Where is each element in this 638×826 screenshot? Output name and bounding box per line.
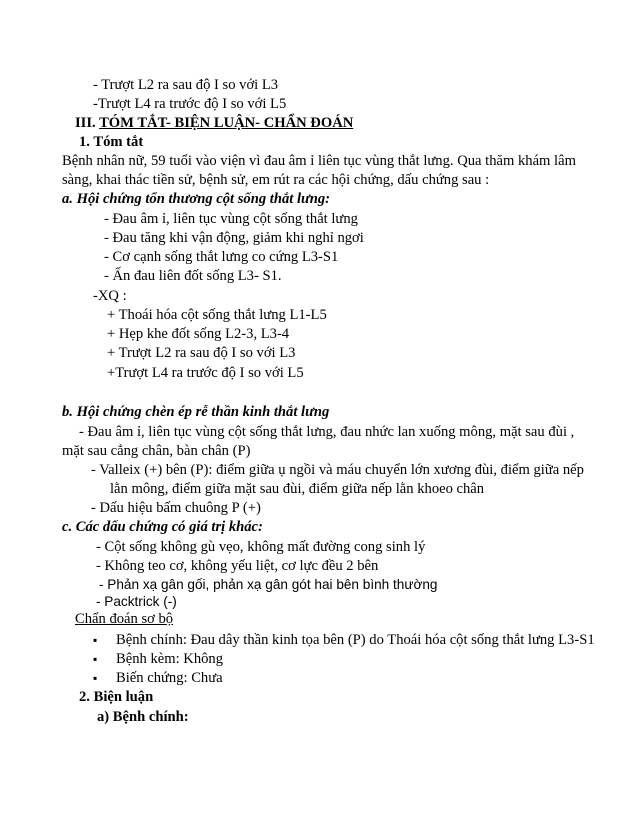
hc-c-line-3: - Phản xạ gân gối, phản xạ gân gót hai bên bình thường <box>99 577 438 592</box>
bullet-icon: ▪ <box>93 652 98 666</box>
hc-b-line-4: lằn mông, điểm giữa mặt sau đùi, điểm giữa nếp lằn khoeo chân <box>110 481 485 497</box>
section-3-title: TÓM TẮT- BIỆN LUẬN- CHẨN ĐOÁN <box>99 115 354 131</box>
xq-item: + Thoái hóa cột sống thắt lưng L1-L5 <box>107 307 327 323</box>
xq-label: -XQ : <box>93 288 127 304</box>
hc-b-line-5: - Dấu hiệu bấm chuông P (+) <box>91 500 261 516</box>
tomtat-line-2: sàng, khai thác tiền sử, bệnh sử, em rút ra các hội chứng, dấu chứng sau : <box>62 172 490 188</box>
hc-a-item: - Đau âm ỉ, liên tục vùng cột sống thắt lưng <box>104 211 358 227</box>
top-line-1: - Trượt L2 ra sau độ I so với L3 <box>93 77 279 93</box>
bienluan-heading: 2. Biện luận <box>79 689 154 705</box>
xq-item: + Hẹp khe đốt sống L2-3, L3-4 <box>107 326 290 342</box>
tomtat-heading: 1. Tóm tắt <box>79 134 144 150</box>
bullet-icon: ▪ <box>93 633 98 647</box>
hc-b-line-3: - Valleix (+) bên (P): điểm giữa ụ ngồi và máu chuyển lớn xương đùi, điểm giữa nếp <box>91 462 584 478</box>
chandoan-item: Bệnh chính: Đau dây thần kinh tọa bên (P) do Thoái hóa cột sống thắt lưng L3-S1 <box>116 632 595 648</box>
hc-a-heading: a. Hội chứng tổn thương cột sống thắt lưng: <box>62 191 331 207</box>
chandoan-item: Biến chứng: Chưa <box>116 670 223 686</box>
hc-a-item: - Ấn đau liên đốt sống L3- S1. <box>104 268 282 284</box>
hc-b-line-2: mặt sau cẳng chân, bàn chân (P) <box>62 443 251 459</box>
chandoan-item: Bệnh kèm: Không <box>116 651 224 667</box>
bullet-icon: ▪ <box>93 671 98 685</box>
xq-item: +Trượt L4 ra trước độ I so với L5 <box>107 365 304 381</box>
tomtat-line-1: Bệnh nhân nữ, 59 tuổi vào viện vì đau âm ỉ liên tục vùng thắt lưng. Qua thăm khám lâm <box>62 153 576 169</box>
bienluan-subheading: a) Bệnh chính: <box>97 709 189 725</box>
hc-c-line-4: - Packtrick (-) <box>96 594 177 609</box>
top-line-2: -Trượt L4 ra trước độ I so với L5 <box>93 96 287 112</box>
xq-item: + Trượt L2 ra sau độ I so với L3 <box>107 345 296 361</box>
chandoan-heading: Chẩn đoán sơ bộ <box>75 611 174 627</box>
hc-a-item: - Cơ cạnh sống thắt lưng co cứng L3-S1 <box>104 249 339 265</box>
hc-b-line-1: - Đau âm ỉ, liên tục vùng cột sống thắt lưng, đau nhức lan xuống mông, mặt sau đùi , <box>79 424 575 440</box>
hc-b-heading: b. Hội chứng chèn ép rễ thần kinh thắt lưng <box>62 404 330 420</box>
hc-c-heading: c. Các dấu chứng có giá trị khác: <box>62 519 263 535</box>
hc-c-line-1: - Cột sống không gù vẹo, không mất đường cong sinh lý <box>96 539 426 555</box>
hc-c-line-2: - Không teo cơ, không yếu liệt, cơ lực đều 2 bên <box>96 558 379 574</box>
section-3-heading <box>75 114 353 132</box>
section-3-prefix: III. <box>75 115 96 131</box>
hc-a-item: - Đau tăng khi vận động, giảm khi nghỉ ngơi <box>104 230 364 246</box>
